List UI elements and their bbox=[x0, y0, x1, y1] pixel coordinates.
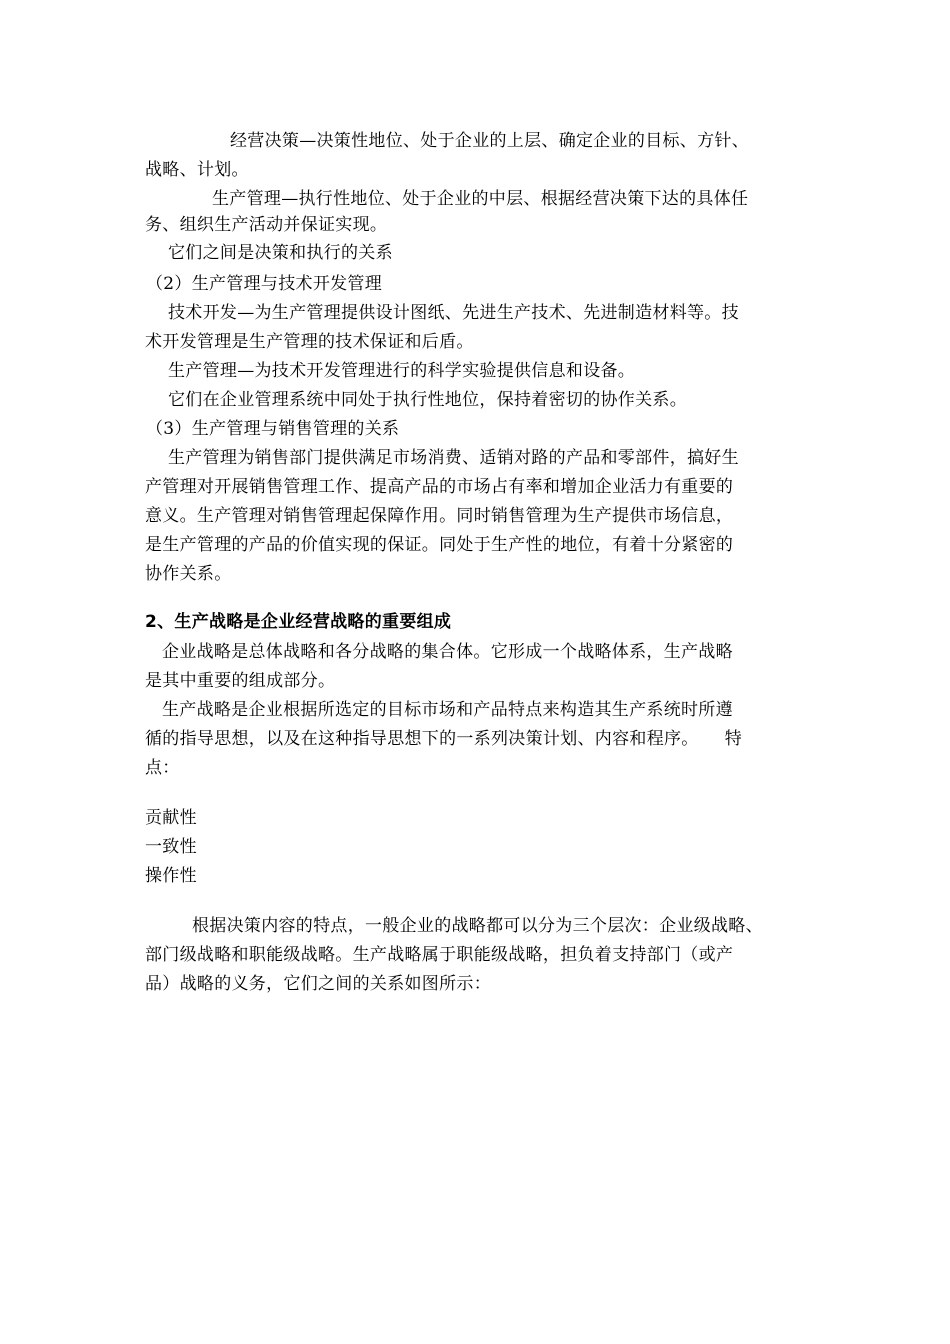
paragraph-line: 点： bbox=[145, 758, 180, 778]
paragraph-line: 意义。生产管理对销售管理起保障作用。同时销售管理为生产提供市场信息， bbox=[145, 506, 734, 526]
paragraph-line: 技术开发—为生产管理提供设计图纸、先进生产技术、先进制造材料等。技 bbox=[168, 303, 739, 323]
list-item: 一致性 bbox=[145, 837, 197, 857]
paragraph-line: 经营决策—决策性地位、处于企业的上层、确定企业的目标、方针、 bbox=[230, 131, 749, 151]
section-heading: 2、生产战略是企业经营战略的重要组成 bbox=[145, 612, 452, 632]
paragraph-line: 部门级战略和职能级战略。生产战略属于职能级战略，担负着支持部门（或产 bbox=[145, 945, 734, 965]
paragraph-line: 务、组织生产活动并保证实现。 bbox=[145, 215, 388, 235]
paragraph-text: 决策和执行的关系 bbox=[254, 243, 393, 263]
paragraph-line: 生产管理—为技术开发管理进行的科学实验提供信息和设备。 bbox=[168, 361, 636, 381]
emphasis-text: 它们之间是 bbox=[168, 243, 255, 263]
paragraph-line: 生产管理为销售部门提供满足市场消费、适销对路的产品和零部件，搞好生 bbox=[168, 448, 739, 468]
paragraph-line: 协作关系。 bbox=[145, 564, 232, 584]
paragraph-line: 战略、计划。 bbox=[145, 160, 249, 180]
paragraph-line bbox=[168, 242, 393, 264]
paragraph-line: 术开发管理是生产管理的技术保证和后盾。 bbox=[145, 332, 474, 352]
paragraph-line: 是其中重要的组成部分。 bbox=[145, 671, 336, 691]
list-item: 贡献性 bbox=[145, 808, 197, 828]
paragraph-line: 产管理对开展销售管理工作、提高产品的市场占有率和增加企业活力有重要的 bbox=[145, 477, 734, 497]
paragraph-line: 它们在企业管理系统中同处于执行性地位，保持着密切的协作关系。 bbox=[168, 390, 687, 410]
subheading: （2）生产管理与技术开发管理 bbox=[146, 274, 383, 294]
paragraph-line: 企业战略是总体战略和各分战略的集合体。它形成一个战略体系，生产战略 bbox=[162, 642, 733, 662]
paragraph-line: 是生产管理的产品的价值实现的保证。同处于生产性的地位，有着十分紧密的 bbox=[145, 535, 734, 555]
paragraph-line: 品）战略的义务，它们之间的关系如图所示： bbox=[145, 974, 491, 994]
subheading: （3）生产管理与销售管理的关系 bbox=[146, 419, 400, 439]
paragraph-line: 生产管理—执行性地位、处于企业的中层、根据经营决策下达的具体任 bbox=[212, 189, 749, 209]
paragraph-line: 生产战略是企业根据所选定的目标市场和产品特点来构造其生产系统时所遵 bbox=[162, 700, 733, 720]
paragraph-line: 循的指导思想，以及在这种指导思想下的一系列决策计划、内容和程序。 特 bbox=[145, 729, 742, 749]
paragraph-line: 根据决策内容的特点，一般企业的战略都可以分为三个层次：企业级战略、 bbox=[192, 916, 763, 936]
list-item: 操作性 bbox=[145, 866, 197, 886]
